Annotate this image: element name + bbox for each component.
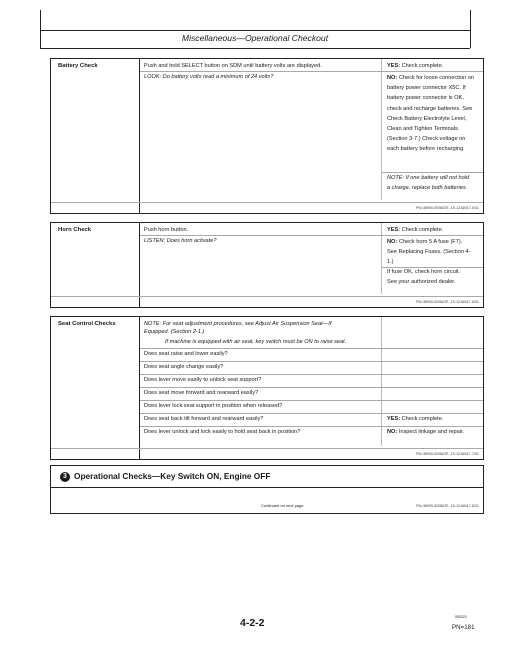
- battery-no: [387, 73, 475, 155]
- no-key: NO:: [387, 75, 398, 81]
- seat-question-5: Does lever lock seat support in position when released?: [144, 403, 283, 409]
- no-key: NO:: [387, 239, 398, 245]
- seat-no: [387, 427, 475, 437]
- yes-text: Check complete.: [400, 63, 444, 69]
- header-rule-top: [40, 30, 470, 31]
- seat-question-7: Does lever unlock and lock easily to hold seat back in position?: [144, 429, 301, 435]
- footer-code: 050321: [455, 615, 467, 619]
- seat-question-3: Does lever move easily to unlock seat support?: [144, 377, 262, 383]
- seat-control-label: Seat Control Checks: [58, 321, 116, 327]
- battery-note: NOTE: If one battery will not hold a charge, replace both batteries.: [387, 175, 470, 192]
- page-number: 4-2-2: [240, 617, 265, 629]
- reference-code: PN=36905,0008ATE -19-12JAN17-8/31: [416, 504, 479, 508]
- column-divider: [381, 223, 382, 294]
- operational-checks-section: [50, 465, 484, 514]
- row-divider: [51, 296, 483, 297]
- page-header-title: Miscellaneous—Operational Checkout: [181, 33, 329, 43]
- horn-no-followup: If fuse OK, check horn circuit. See your authorized dealer.: [387, 269, 461, 286]
- horn-no: [387, 237, 473, 268]
- seat-question-6: Does seat back tilt forward and rearward easily?: [144, 416, 264, 422]
- column-divider: [381, 59, 382, 200]
- horn-step-1: Push horn button.: [144, 227, 189, 233]
- row-divider: [51, 448, 483, 449]
- battery-step-1: Push and hold SELECT button on SDM until battery volts are displayed.: [144, 63, 322, 69]
- section-title: Operational Checks—Key Switch ON, Engine OFF: [74, 471, 271, 481]
- horn-yes: [387, 225, 443, 235]
- horn-check-label: Horn Check: [58, 227, 92, 233]
- column-divider: [139, 317, 140, 459]
- header-rule-bottom: [40, 48, 470, 49]
- seat-question-1: Does seat raise and lower easily?: [144, 351, 228, 357]
- seat-note-2: If machine is equipped with air seat, key switch must be ON to raise seat.: [165, 339, 347, 345]
- yes-text: Check complete.: [400, 416, 444, 422]
- no-key: NO:: [387, 429, 398, 435]
- reference-code: PN=36905,0008ATE -19-12JAN17-6/31: [416, 300, 479, 304]
- no-text: Check for loose connection on battery power connector X5C. If battery power connector is OK, check and recharge batteries. See Check Battery Electrolyte Level, Clean and Tighten Terminals. (Section 3-7.) Check voltage on each battery before recharging.: [387, 75, 475, 153]
- yes-key: YES:: [387, 227, 401, 233]
- yes-key: YES:: [387, 416, 401, 422]
- footer-pn: PN=181: [452, 624, 475, 631]
- horn-step-2: LISTEN: Does horn activate?: [144, 238, 217, 244]
- reference-code: PN=36905,0008ATE -19-12JAN17-5/31: [416, 206, 479, 210]
- battery-check-label: Battery Check: [58, 63, 98, 69]
- battery-step-2: LOOK: Do battery volts read a minimum of 24 volts?: [144, 74, 274, 80]
- section-rule: [51, 487, 483, 488]
- row-divider: [51, 202, 483, 203]
- no-text: Check horn 5 A fuse (F7). See Replacing Fuses. (Section 4-1.): [387, 239, 471, 266]
- seat-question-2: Does seat angle change easily?: [144, 364, 224, 370]
- section-number-badge: 3: [60, 472, 70, 482]
- header-right-rule: [470, 10, 471, 48]
- yes-text: Check complete.: [400, 227, 444, 233]
- seat-yes: [387, 414, 443, 424]
- seat-note-1: NOTE: For seat adjustment procedures, see Adjust Air Suspension Seat—If Equipped. (Section 2-1.): [144, 321, 332, 335]
- battery-check-block: [50, 58, 484, 214]
- no-text: Inspect linkage and repair.: [397, 429, 465, 435]
- seat-control-block: [50, 316, 484, 460]
- yes-key: YES:: [387, 63, 401, 69]
- seat-question-4: Does seat move forward and rearward easily?: [144, 390, 259, 396]
- horn-check-block: [50, 222, 484, 308]
- column-divider: [139, 59, 140, 213]
- reference-code: PN=36905,0008ATE -19-12JAN17-7/31: [416, 452, 479, 456]
- continued-note: Continued on next page: [261, 503, 304, 508]
- battery-yes: [387, 61, 443, 71]
- header-left-rule: [40, 10, 41, 48]
